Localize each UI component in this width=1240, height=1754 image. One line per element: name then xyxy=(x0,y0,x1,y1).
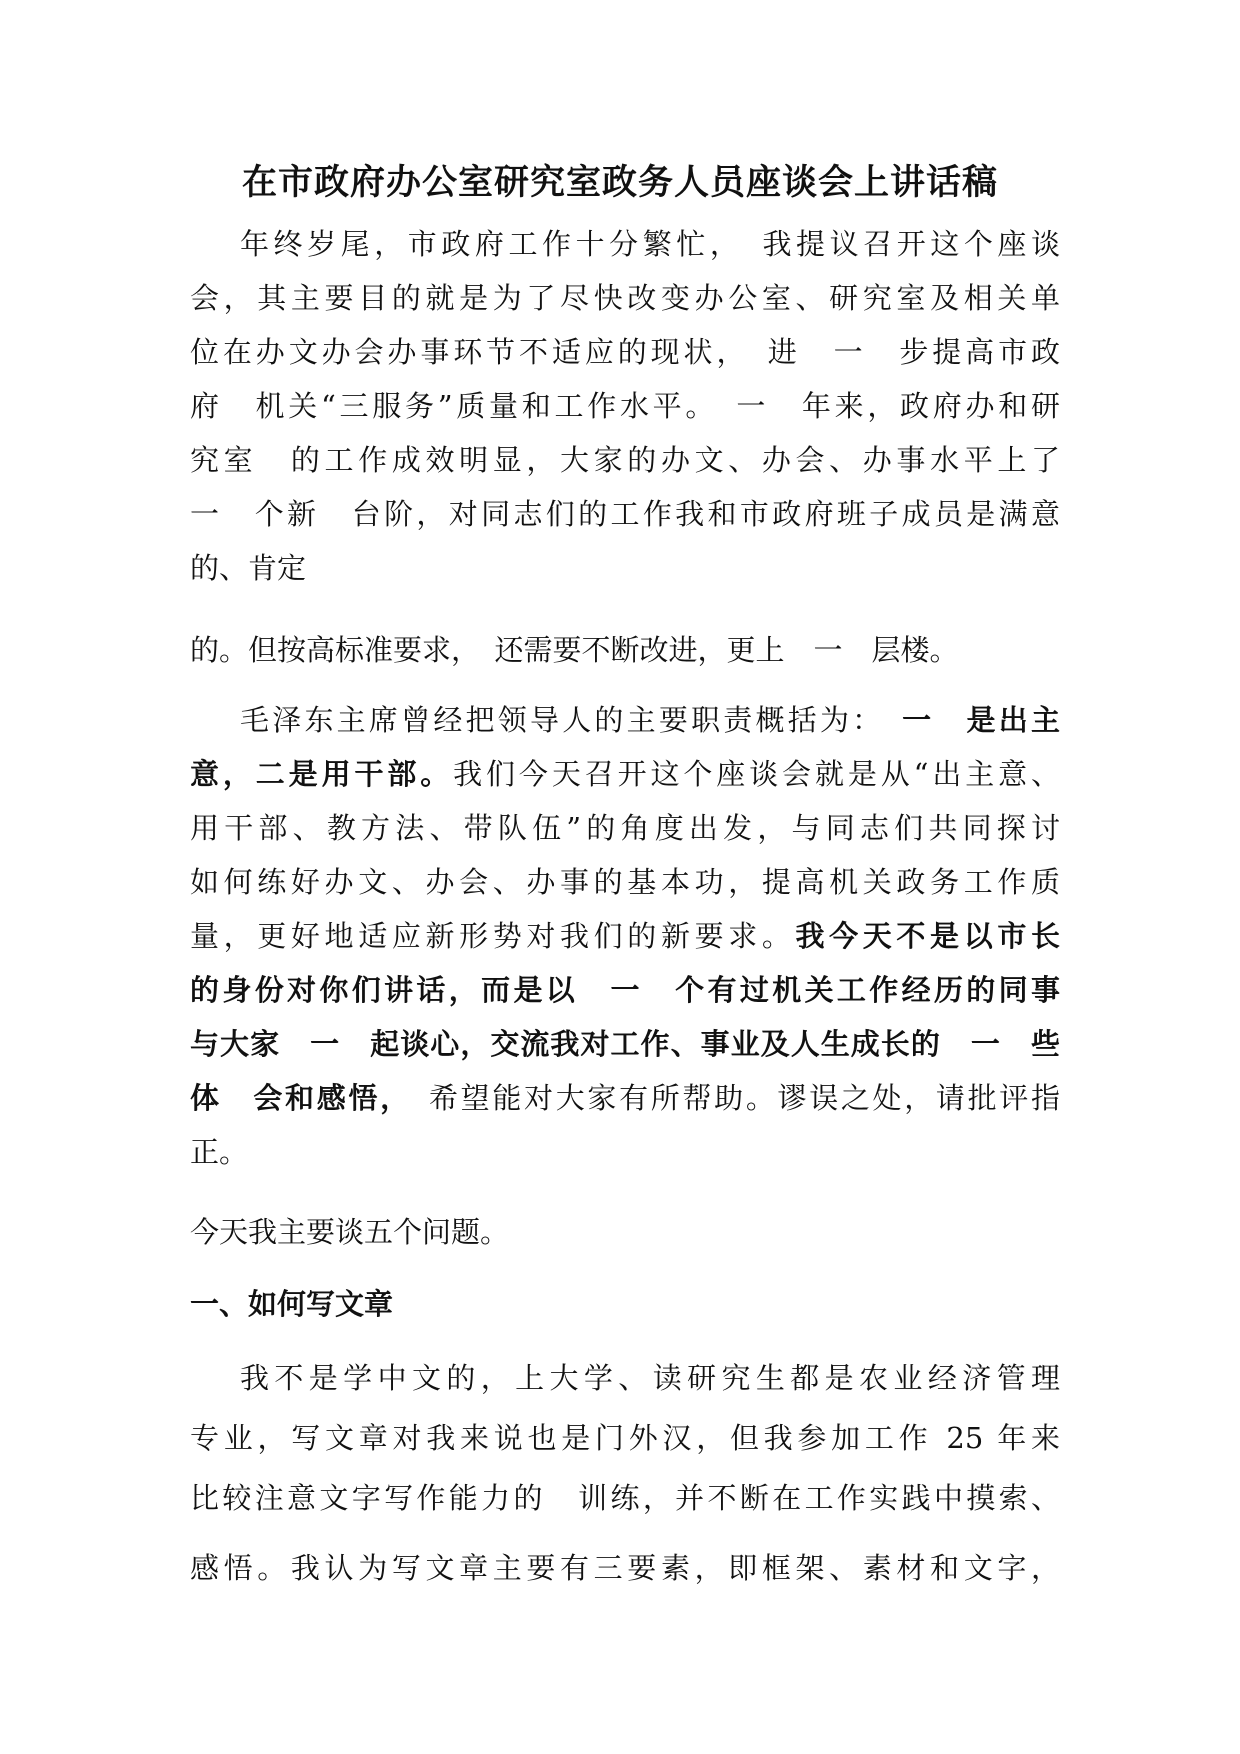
paragraph-line: 究室 的工作成效明显，大家的办文、办会、办事水平上了 xyxy=(190,443,1060,477)
line-emphasis: 意，二是用干部。 xyxy=(190,757,454,791)
paragraph-line xyxy=(240,700,1060,740)
paragraph-line: 今天我主要谈五个问题。 xyxy=(190,1215,510,1249)
line-emphasis: 我今天不是以市长 xyxy=(795,919,1060,953)
paragraph-line: 的、肯定 xyxy=(190,551,307,585)
paragraph-line xyxy=(190,916,1060,956)
paragraph-line: 比较注意文字写作能力的 训练，并不断在工作实践中摸索、 xyxy=(190,1481,1060,1515)
paragraph-line: 感悟。我认为写文章主要有三要素，即框架、素材和文字， xyxy=(190,1551,1060,1585)
line-emphasis: 体 会和感悟， xyxy=(190,1081,398,1115)
paragraph-line: 会，其主要目的就是为了尽快改变办公室、研究室及相关单 xyxy=(190,281,1060,315)
paragraph-line xyxy=(190,1078,1060,1118)
paragraph-line: 年终岁尾，市政府工作十分繁忙， 我提议召开这个座谈 xyxy=(240,227,1060,261)
paragraph-line-emphasis: 与大家 一 起谈心，交流我对工作、事业及人生成长的 一 些 xyxy=(190,1027,1060,1061)
section-heading: 一、如何写文章 xyxy=(190,1287,394,1321)
paragraph-line: 府 机关“三服务”质量和工作水平。 一 年来，政府办和研 xyxy=(190,389,1060,423)
line-text: 量，更好地适应新形势对我们的新要求。 xyxy=(190,919,796,953)
line-emphasis: 一 是出主 xyxy=(902,703,1060,737)
line-text: 我们今天召开这个座谈会就是从“出主意、 xyxy=(453,757,1060,791)
line-text: 毛泽东主席曾经把领导人的主要职责概括为： xyxy=(240,703,903,737)
paragraph-line: 专业，写文章对我来说也是门外汉，但我参加工作 25 年来 xyxy=(190,1421,1060,1455)
paragraph-line-emphasis: 的身份对你们讲话，而是以 一 个有过机关工作经历的同事 xyxy=(190,973,1060,1007)
paragraph-line xyxy=(190,754,1060,794)
paragraph-line: 的。但按高标准要求， 还需要不断改进，更上 一 层楼。 xyxy=(190,633,959,667)
paragraph-line: 用干部、教方法、带队伍”的角度出发，与同志们共同探讨 xyxy=(190,811,1060,845)
paragraph-line: 位在办文办会办事环节不适应的现状， 进 一 步提高市政 xyxy=(190,335,1060,369)
paragraph-line: 如何练好办文、办会、办事的基本功，提高机关政务工作质 xyxy=(190,865,1060,899)
document-title: 在市政府办公室研究室政务人员座谈会上讲话稿 xyxy=(241,163,998,203)
line-text: 希望能对大家有所帮助。谬误之处，请批评指 xyxy=(397,1081,1060,1115)
paragraph-line: 我不是学中文的，上大学、读研究生都是农业经济管理 xyxy=(240,1361,1060,1395)
paragraph-line: 正。 xyxy=(190,1135,249,1169)
paragraph-line: 一 个新 台阶，对同志们的工作我和市政府班子成员是满意 xyxy=(190,497,1060,531)
